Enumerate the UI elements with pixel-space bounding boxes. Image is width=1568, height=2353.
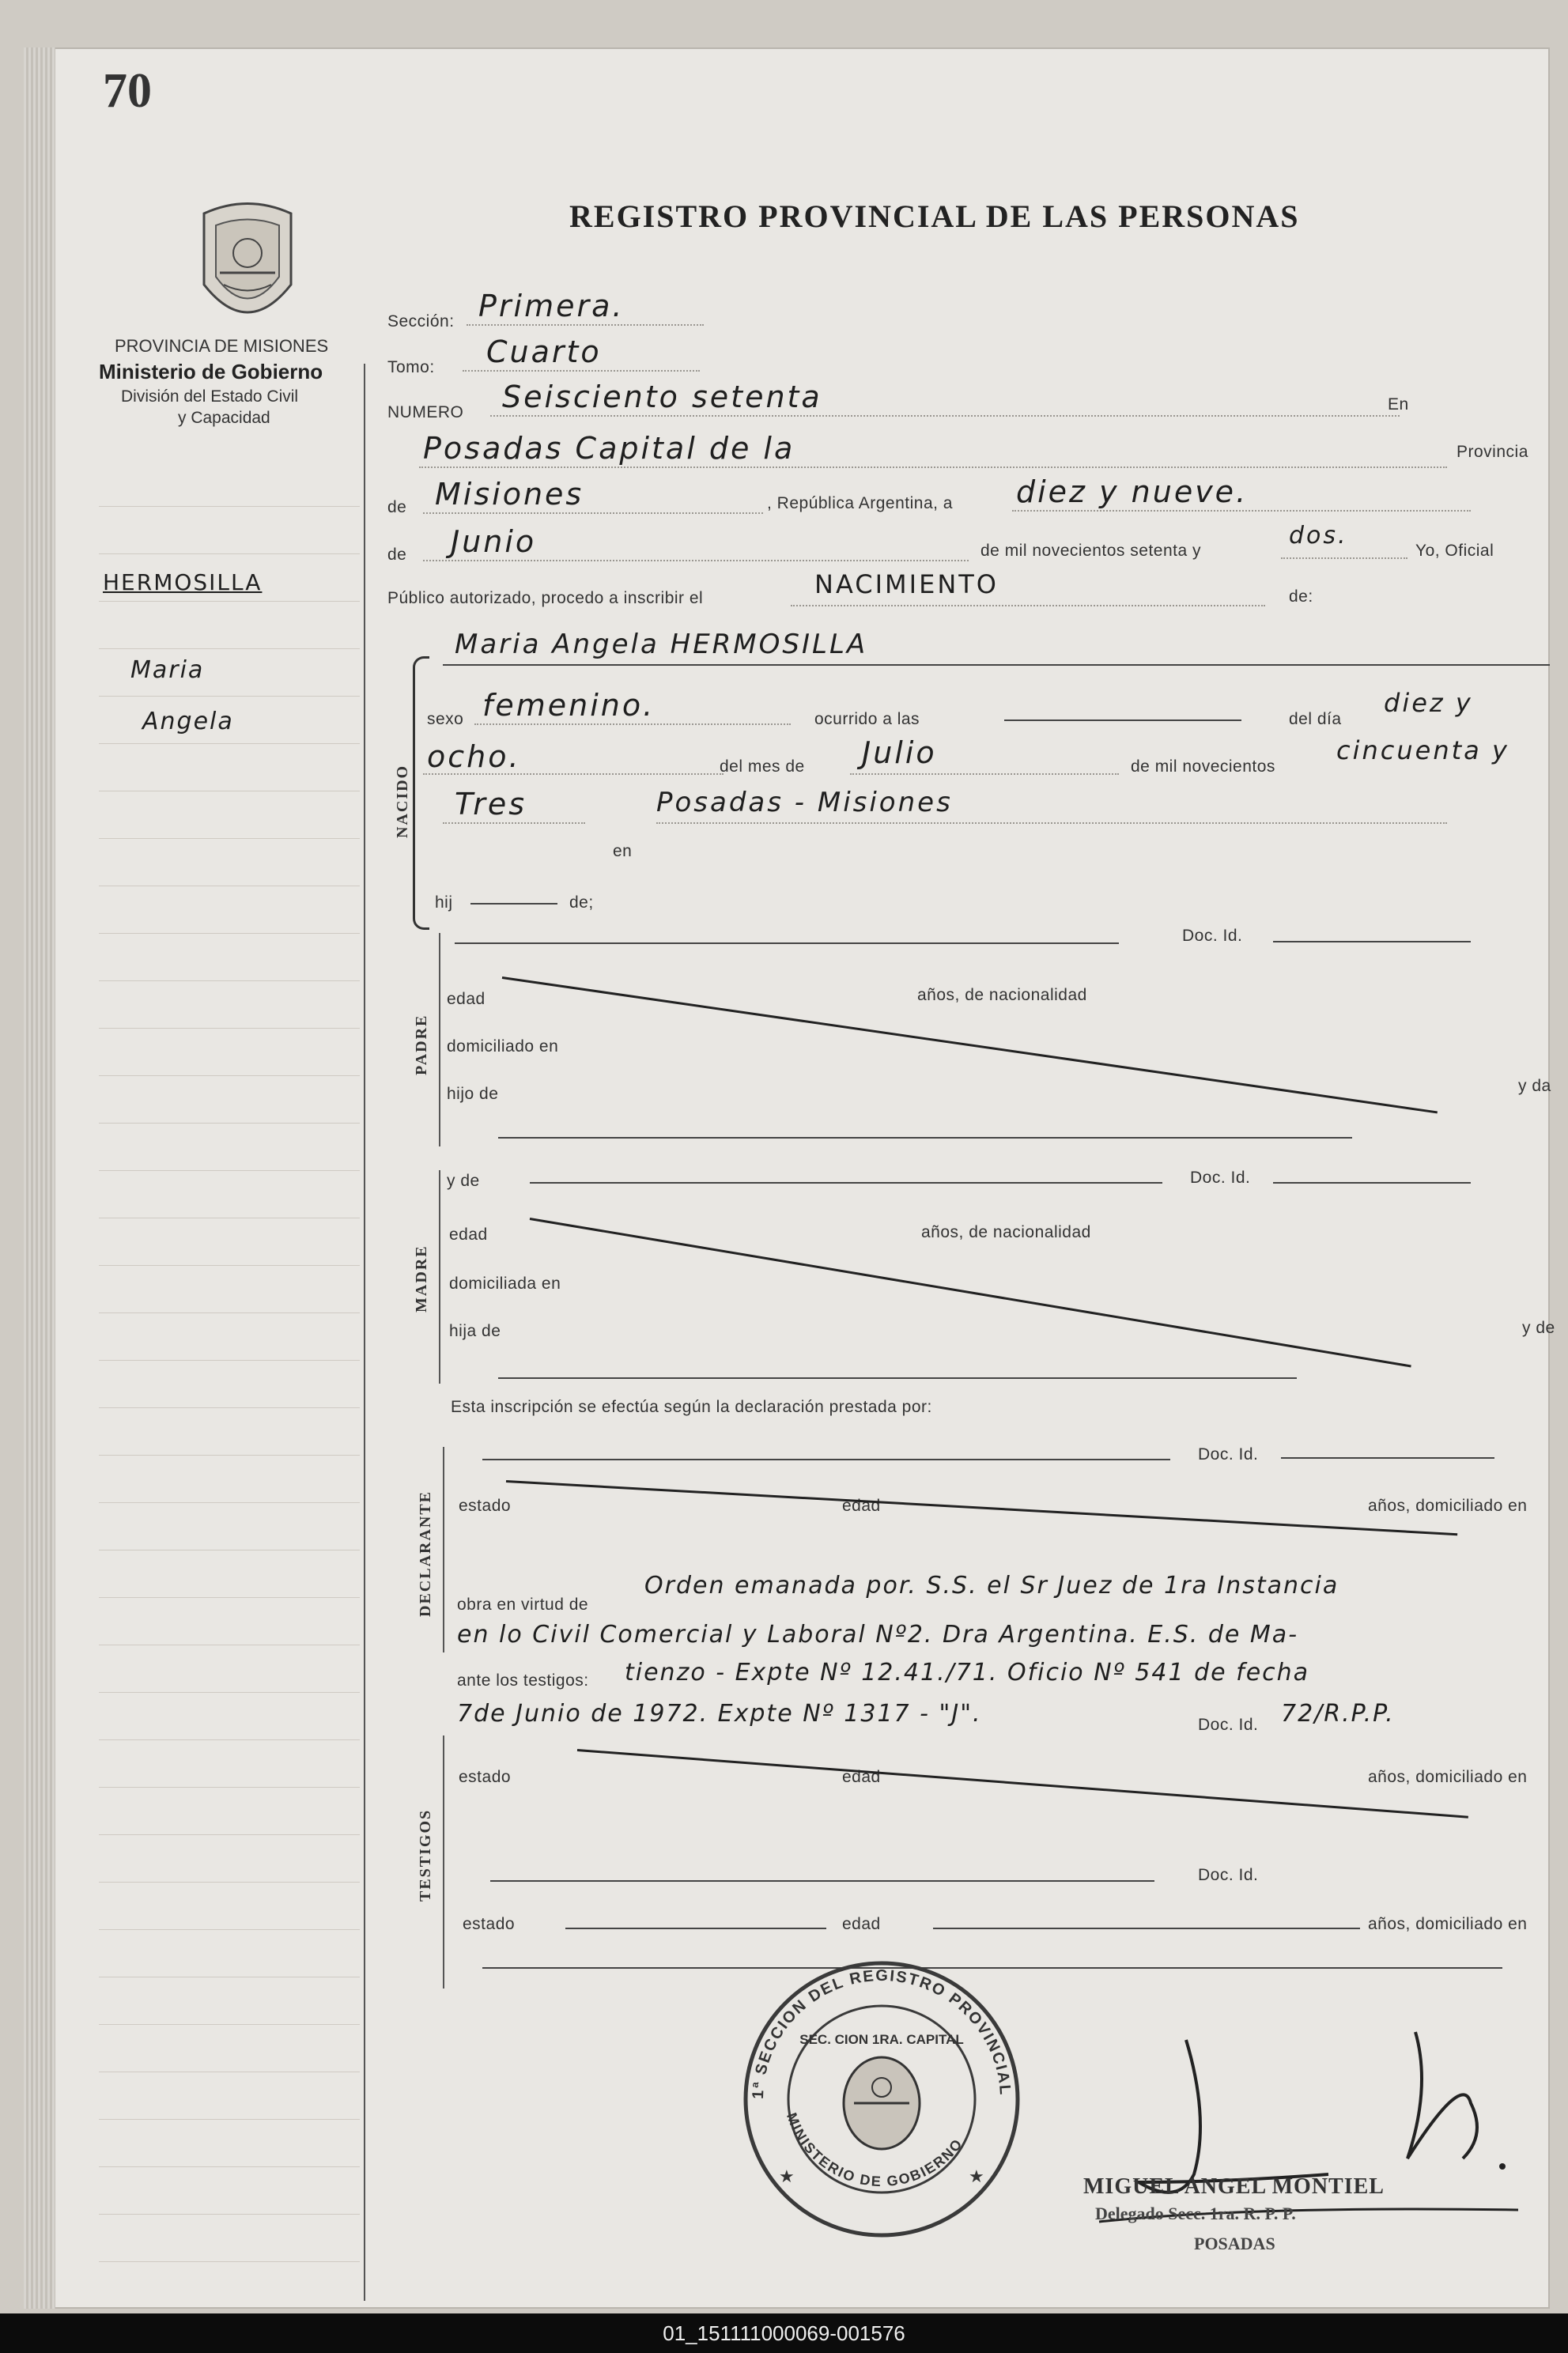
margin-divider — [364, 364, 365, 2301]
dots — [1012, 510, 1471, 512]
label-del-dia: del día — [1289, 710, 1342, 728]
value-mes-nac: Julio — [862, 735, 937, 770]
solid — [565, 1928, 826, 1929]
label-edad-declarante: edad — [842, 1497, 881, 1515]
register-page — [24, 47, 1555, 2309]
signer-place: POSADAS — [1194, 2234, 1275, 2253]
value-dia-nac: diez y — [1384, 688, 1473, 718]
section-declarante: DECLARANTE — [417, 1490, 434, 1617]
signature-scribbles — [1091, 2024, 1534, 2234]
section-testigos: TESTIGOS — [417, 1808, 434, 1902]
svg-text:MINISTERIO DE GOBIERNO: MINISTERIO DE GOBIERNO — [783, 2110, 966, 2190]
label-seccion: Sección: — [387, 312, 455, 330]
value-doc-ref: 72/R.P.P. — [1281, 1700, 1395, 1728]
section-padre: PADRE — [413, 1014, 430, 1075]
solid — [443, 664, 1550, 666]
label-doc-id-testigos: Doc. Id. — [1198, 1716, 1259, 1734]
label-estado-testigo-2: estado — [463, 1915, 516, 1933]
label-edad-testigo-1: edad — [842, 1768, 881, 1786]
solid — [530, 1182, 1162, 1184]
label-doc-id-testigo: Doc. Id. — [1198, 1866, 1259, 1884]
vline — [443, 1447, 444, 1652]
void-stroke-declarante — [506, 1480, 1457, 1535]
value-obra-1: Orden emanada por. S.S. el Sr Juez de 1ra Instancia — [644, 1572, 1339, 1600]
label-anos-nac-madre: años, de nacionalidad — [921, 1223, 1091, 1241]
dots — [474, 723, 791, 725]
label-de-2: de — [387, 546, 407, 564]
svg-text:SEC. CION 1RA. CAPITAL: SEC. CION 1RA. CAPITAL — [799, 2032, 964, 2047]
dots — [423, 560, 969, 561]
label-declaracion: Esta inscripción se efectúa según la declaración prestada por: — [451, 1398, 932, 1416]
margin-surname: HERMOSILLA — [103, 569, 263, 595]
label-ocurrido: ocurrido a las — [814, 710, 920, 728]
section-nacido: NACIDO — [394, 764, 411, 838]
dots — [463, 370, 700, 372]
value-nombre: Maria Angela HERMOSILLA — [455, 629, 868, 660]
label-republica: , República Argentina, a — [767, 494, 953, 512]
value-lugar: Posadas Capital de la — [423, 431, 795, 466]
label-y-da-padre: y da — [1518, 1077, 1551, 1095]
value-provincia: Misiones — [435, 477, 584, 512]
value-anio-nac: cincuenta y — [1336, 735, 1509, 765]
label-hijo-de-padre: hijo de — [447, 1085, 499, 1103]
label-doc-id-padre: Doc. Id. — [1182, 927, 1243, 945]
label-edad-padre: edad — [447, 990, 486, 1008]
label-yo-oficial: Yo, Oficial — [1415, 542, 1494, 560]
solid — [490, 1880, 1154, 1882]
agency-line4: y Capacidad — [178, 409, 270, 427]
svg-text:★: ★ — [969, 2166, 984, 2186]
label-anos-nac-padre: años, de nacionalidad — [917, 986, 1087, 1004]
svg-text:★: ★ — [779, 2166, 795, 2186]
label-provincia: Provincia — [1457, 443, 1528, 461]
value-lugar-nac: Posadas - Misiones — [656, 787, 953, 818]
vline — [439, 933, 440, 1146]
solid — [1273, 941, 1471, 942]
label-y-de-2-madre: y de — [1522, 1319, 1555, 1337]
agency-line1: PROVINCIA DE MISIONES — [115, 336, 329, 356]
label-de-colon: de: — [1289, 587, 1313, 606]
value-seccion: Primera. — [478, 289, 625, 323]
label-en: En — [1388, 395, 1409, 414]
solid — [498, 1377, 1297, 1379]
value-dia-nac-2: ocho. — [427, 739, 521, 774]
value-obra-3: tienzo - Expte Nº 12.41./71. Oficio Nº 541 de fecha — [625, 1659, 1310, 1686]
value-anio: dos. — [1289, 522, 1348, 550]
vline — [439, 1170, 440, 1384]
signer-name: MIGUEL ANGEL MONTIEL — [1083, 2174, 1385, 2199]
footer-id-bar: 01_151111000069-001576 — [0, 2313, 1568, 2353]
dots — [850, 773, 1119, 775]
label-estado-declarante: estado — [459, 1497, 512, 1515]
margin-given-2: Angela — [142, 708, 234, 735]
value-sexo: femenino. — [482, 688, 656, 723]
dots — [423, 773, 724, 775]
value-anio-nac-2: Tres — [455, 787, 527, 821]
label-numero: NUMERO — [387, 403, 464, 421]
label-de-semi: de; — [569, 893, 594, 912]
label-en-2: en — [613, 842, 633, 860]
dots — [1281, 557, 1407, 559]
solid — [1281, 1457, 1494, 1459]
vline — [443, 1735, 444, 1989]
dots — [791, 605, 1265, 606]
label-hija-de-madre: hija de — [449, 1322, 501, 1340]
book-spine — [24, 47, 55, 2309]
label-domiciliado-padre: domiciliado en — [447, 1037, 559, 1056]
agency-line2: Ministerio de Gobierno — [99, 360, 323, 383]
value-obra-4: 7de Junio de 1972. Expte Nº 1317 - "J". — [457, 1700, 982, 1728]
value-acto: NACIMIENTO — [814, 569, 999, 599]
dots — [423, 512, 763, 514]
agency-line3: División del Estado Civil — [121, 387, 299, 406]
official-seal — [731, 1945, 1032, 2257]
dots — [490, 415, 1400, 417]
svg-text:1ª SECCION DEL REGISTRO PROVIN: 1ª SECCION DEL REGISTRO PROVINCIAL — [749, 1966, 1014, 2100]
page-title: REGISTRO PROVINCIAL DE LAS PERSONAS — [569, 198, 1300, 234]
label-estado-testigo-1: estado — [459, 1768, 512, 1786]
label-de-1: de — [387, 498, 407, 516]
label-sexo: sexo — [427, 710, 464, 728]
label-doc-id-declarante: Doc. Id. — [1198, 1445, 1259, 1464]
label-anos-dom-testigo-2: años, domiciliado en — [1368, 1915, 1528, 1933]
void-stroke-testigo — [577, 1749, 1468, 1819]
solid — [933, 1928, 1360, 1929]
label-de-mil: de mil novecientos setenta y — [980, 542, 1201, 560]
solid — [498, 1137, 1352, 1139]
label-anos-dom-declarante: años, domiciliado en — [1368, 1497, 1528, 1515]
label-del-mes: del mes de — [720, 757, 805, 776]
solid — [482, 1459, 1170, 1460]
label-publico: Público autorizado, procedo a inscribir el — [387, 589, 704, 607]
value-mes: Junio — [451, 524, 537, 559]
label-y-de-madre: y de — [447, 1172, 480, 1190]
provincial-crest-icon — [196, 198, 299, 344]
solid — [1004, 719, 1241, 721]
dots — [467, 324, 704, 326]
label-hij: hij — [435, 893, 453, 912]
label-de-mil-nov: de mil novecientos — [1131, 757, 1275, 776]
label-ante: ante los testigos: — [457, 1671, 589, 1690]
label-anos-dom-testigo-1: años, domiciliado en — [1368, 1768, 1528, 1786]
dots — [419, 466, 1447, 468]
solid — [1273, 1182, 1471, 1184]
dots — [656, 822, 1447, 824]
label-doc-id-madre: Doc. Id. — [1190, 1169, 1251, 1187]
label-edad-madre: edad — [449, 1226, 488, 1244]
margin-given-1: Maria — [130, 656, 205, 684]
page-number: 70 — [103, 64, 152, 118]
dots — [443, 822, 585, 824]
label-obra: obra en virtud de — [457, 1596, 589, 1614]
value-numero: Seisciento setenta — [502, 380, 822, 414]
solid — [470, 903, 557, 905]
signer-role: Delegado Secc. 1ra. R. P. P. — [1095, 2204, 1296, 2223]
value-obra-2: en lo Civil Comercial y Laboral Nº2. Dra Argentina. E.S. de Ma- — [457, 1621, 1299, 1649]
section-madre: MADRE — [413, 1244, 430, 1312]
label-tomo: Tomo: — [387, 358, 435, 376]
label-edad-testigo-2: edad — [842, 1915, 881, 1933]
brace — [413, 656, 429, 930]
value-dia: diez y nueve. — [1016, 474, 1249, 509]
value-tomo: Cuarto — [486, 334, 602, 369]
label-domiciliada-madre: domiciliada en — [449, 1275, 561, 1293]
solid — [455, 942, 1119, 944]
